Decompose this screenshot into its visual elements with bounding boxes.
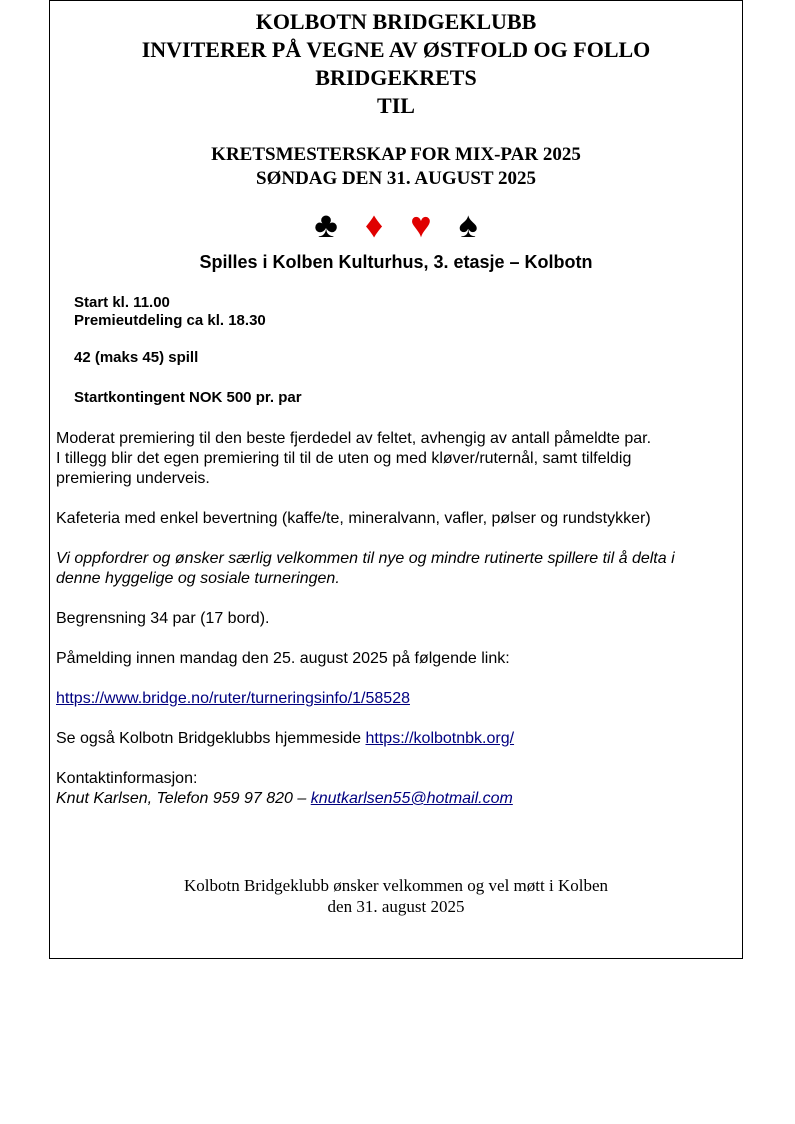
- header-invite-line: INVITERER PÅ VEGNE AV ØSTFOLD OG FOLLO: [141, 37, 651, 62]
- prizes-line-2: I tillegg blir det egen premiering til til de uten og med kløver/ruternål, samt tilfeldig: [56, 450, 632, 467]
- entry-fee: Startkontingent NOK 500 pr. par: [74, 389, 302, 406]
- prizes-line-1: Moderat premiering til den beste fjerdedel av feltet, avhengig av antall påmeldte par.: [56, 430, 652, 447]
- homepage-paragraph: [56, 729, 728, 749]
- homepage-text: Se også Kolbotn Bridgeklubbs hjemmeside: [56, 730, 366, 747]
- header-to-line: TIL: [377, 93, 415, 118]
- footer-line-2: den 31. august 2025: [327, 897, 465, 916]
- diamonds-icon: ♦: [364, 205, 384, 245]
- registration-link-line: [56, 689, 728, 709]
- footer: [50, 875, 742, 917]
- limit-paragraph: Begrensning 34 par (17 bord).: [56, 610, 270, 627]
- venue-line: Spilles i Kolben Kulturhus, 3. etasje – Kolbotn: [199, 252, 593, 272]
- registration-link[interactable]: https://www.bridge.no/ruter/turneringsinfo/1/58528: [56, 690, 410, 707]
- event-date: SØNDAG DEN 31. AUGUST 2025: [256, 168, 536, 189]
- contact-label: Kontaktinformasjon:: [56, 770, 198, 787]
- hearts-icon: ♥: [410, 205, 432, 245]
- clubs-icon: ♣: [314, 205, 338, 245]
- header-district-line: BRIDGEKRETS: [315, 65, 477, 90]
- welcome-paragraph: [56, 549, 728, 589]
- cafe-paragraph: Kafeteria med enkel bevertning (kaffe/te, mineralvann, vafler, pølser og rundstykker): [56, 510, 651, 527]
- card-suits: [50, 204, 742, 246]
- footer-line-1: Kolbotn Bridgeklubb ønsker velkommen og vel møtt i Kolben: [183, 876, 608, 895]
- contact-line: [56, 789, 728, 809]
- prize-giving-time: Premieutdeling ca kl. 18.30: [74, 312, 266, 329]
- header-club-name: KOLBOTN BRIDGEKLUBB: [255, 9, 537, 34]
- prizes-paragraph: [56, 429, 728, 489]
- welcome-line-2: denne hyggelige og sosiale turneringen.: [56, 570, 340, 587]
- welcome-line-1: Vi oppfordrer og ønsker særlig velkommen til nye og mindre rutinerte spillere til å delta i: [56, 550, 675, 567]
- prizes-line-3: premiering underveis.: [56, 470, 210, 487]
- boards-count: 42 (maks 45) spill: [74, 349, 199, 366]
- invitation-page: [49, 0, 743, 959]
- registration-paragraph: Påmelding innen mandag den 25. august 2025 på følgende link:: [56, 650, 510, 667]
- homepage-link[interactable]: https://kolbotnbk.org/: [365, 730, 515, 747]
- start-time: Start kl. 11.00: [74, 294, 170, 311]
- contact-text: Knut Karlsen, Telefon 959 97 820 –: [56, 790, 311, 807]
- contact-email-link[interactable]: knutkarlsen55@hotmail.com: [310, 790, 513, 807]
- spades-icon: ♠: [458, 205, 478, 245]
- event-title: KRETSMESTERSKAP FOR MIX-PAR 2025: [211, 144, 581, 165]
